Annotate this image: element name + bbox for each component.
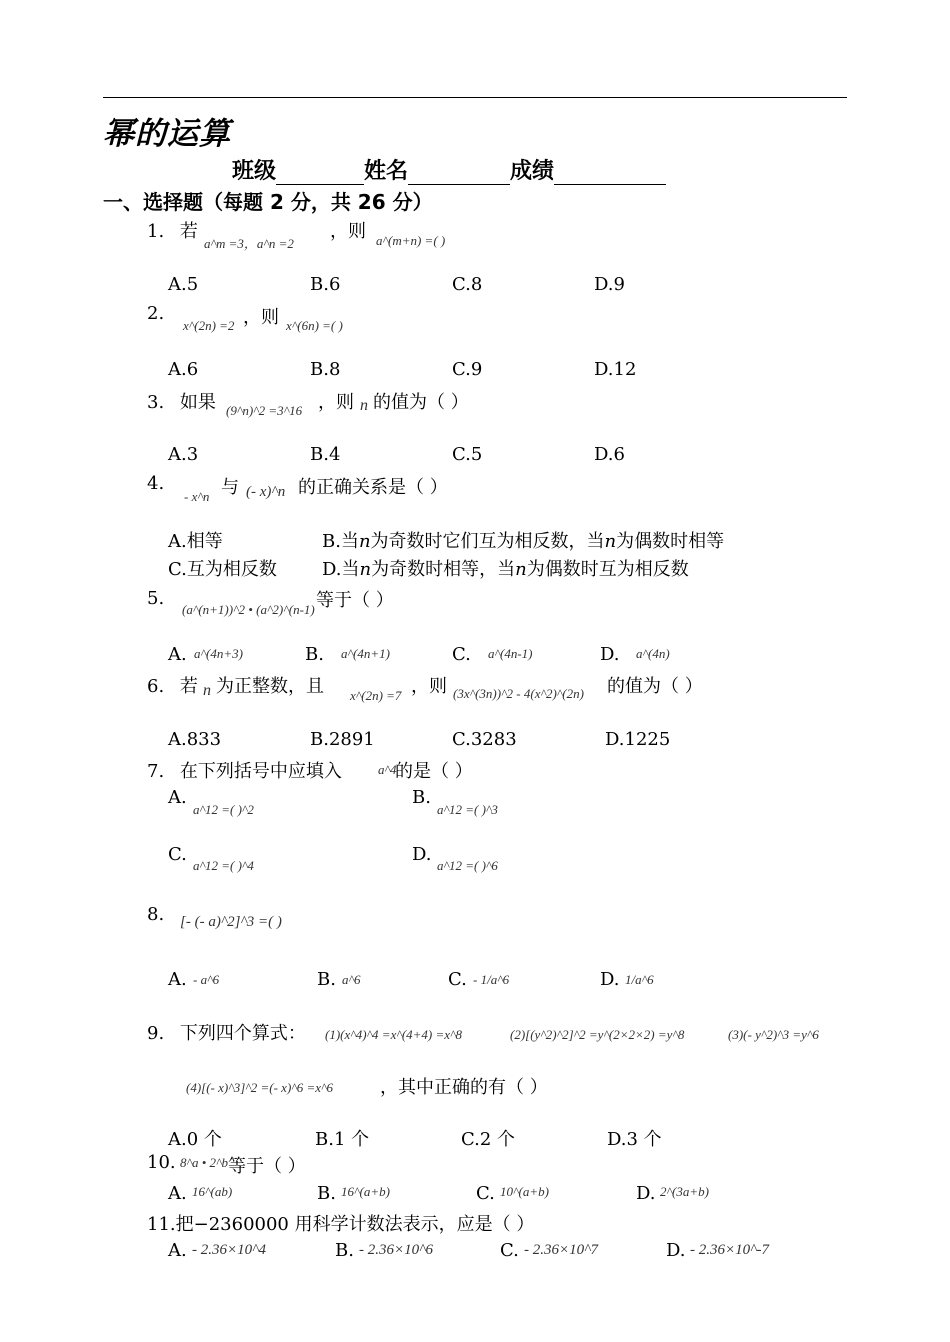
question-text: ，则	[411, 676, 447, 697]
question-text: ，则	[318, 392, 354, 413]
question-text: ，则	[330, 221, 366, 242]
question-text: 把−2360000 用科学计数法表示，应是（ ）	[175, 1214, 535, 1235]
question-7	[147, 757, 342, 783]
question-number: 4.	[147, 473, 165, 494]
class-field	[232, 154, 666, 185]
question-text: 与	[221, 477, 239, 498]
option-c[interactable]: C.	[500, 1240, 519, 1261]
question-1	[147, 217, 198, 243]
option-d[interactable]: D.	[600, 969, 620, 990]
question-text: ，其中正确的有（ ）	[380, 1077, 548, 1098]
option-c[interactable]: C.互为相反数	[168, 559, 277, 580]
option-d[interactable]: D.	[666, 1240, 686, 1261]
option-b[interactable]: B.	[317, 1183, 336, 1204]
math-var: n	[360, 397, 368, 414]
option-c[interactable]: C.3283	[452, 729, 517, 750]
option-a[interactable]: A.	[168, 1240, 187, 1261]
question-number: 2.	[147, 303, 165, 324]
name-blank[interactable]	[408, 162, 510, 185]
option-d[interactable]: D.12	[594, 359, 637, 380]
option-c[interactable]: C.	[452, 644, 471, 665]
question-text: 为正整数，且	[216, 676, 324, 697]
question-text: ，则	[243, 307, 279, 328]
math-expr: 8^a • 2^b	[180, 1155, 229, 1170]
math-expr: a^(4n)	[636, 646, 670, 661]
question-number: 10.	[147, 1152, 176, 1173]
class-label: 班级	[232, 159, 277, 184]
math-var: n	[203, 682, 211, 699]
math-expr: (3)(- y^2)^3 =y^6	[728, 1027, 819, 1042]
question-number: 5.	[147, 588, 165, 609]
math-expr: - 2.36×10^6	[359, 1242, 433, 1258]
question-text: 的值为（ ）	[607, 676, 703, 697]
question-text: 在下列括号中应填入	[179, 761, 342, 782]
math-expr: (a^(n+1))^2 • (a^2)^(n-1)	[182, 602, 315, 617]
option-d[interactable]: D.当n为奇数时相等，当n为偶数时互为相反数	[322, 559, 689, 580]
math-expr: (- x)^n	[246, 484, 286, 500]
option-c[interactable]: C.9	[452, 359, 483, 380]
math-expr: x^(2n) =2	[183, 318, 235, 333]
math-expr: - a^6	[193, 972, 220, 987]
math-expr: 2^(3a+b)	[660, 1184, 709, 1199]
math-expr: 16^(ab)	[192, 1184, 233, 1199]
question-number: 7.	[147, 761, 165, 782]
math-expr: (2)[(y^2)^2]^2 =y^(2×2×2) =y^8	[510, 1027, 685, 1042]
question-text: 若	[179, 676, 198, 697]
option-d[interactable]: D.1225	[605, 729, 671, 750]
question-number: 9.	[147, 1023, 165, 1044]
question-number: 1.	[147, 221, 165, 242]
class-blank[interactable]	[276, 162, 364, 185]
option-a[interactable]: A.相等	[168, 531, 223, 552]
math-expr: 16^(a+b)	[341, 1184, 390, 1199]
math-expr: a^12 =( )^6	[437, 858, 498, 873]
option-d[interactable]: D.	[636, 1183, 656, 1204]
option-b[interactable]: B.6	[310, 274, 341, 295]
math-expr: a^12 =( )^3	[437, 802, 498, 817]
question-text: 若	[179, 221, 198, 242]
question-6	[147, 672, 198, 698]
math-expr: - 1/a^6	[473, 972, 510, 987]
option-b[interactable]: B.1 个	[315, 1129, 370, 1150]
math-expr: a^(m+n) =( )	[376, 233, 446, 248]
math-expr: (9^n)^2 =3^16	[226, 403, 303, 418]
name-label: 姓名	[364, 159, 409, 184]
math-expr: x^(2n) =7	[350, 688, 402, 703]
question-number: 3.	[147, 392, 165, 413]
option-a[interactable]: A.833	[168, 729, 222, 750]
header-rule	[103, 97, 847, 98]
math-expr: a^12 =( )^4	[193, 858, 254, 873]
math-expr: a^(4n+1)	[341, 646, 390, 661]
option-c[interactable]: C.2 个	[461, 1129, 516, 1150]
math-expr: a^(4n+3)	[194, 646, 243, 661]
question-9	[147, 1019, 306, 1045]
score-blank[interactable]	[554, 162, 666, 185]
question-text: 等于（ ）	[316, 590, 394, 611]
option-d[interactable]: D.3 个	[607, 1129, 662, 1150]
question-text: 的值为（ ）	[373, 392, 469, 413]
math-expr: a^12 =( )^2	[193, 802, 254, 817]
math-expr: a^6	[342, 972, 361, 987]
option-b[interactable]: B.	[335, 1240, 354, 1261]
math-expr: 10^(a+b)	[500, 1184, 549, 1199]
question-11	[147, 1210, 534, 1236]
math-expr: a^m =3，a^n =2	[204, 236, 294, 251]
option-a[interactable]: A.	[168, 644, 187, 665]
option-b[interactable]: B.4	[310, 444, 341, 465]
math-expr: - x^n	[184, 489, 210, 504]
option-a[interactable]: A.5	[168, 274, 199, 295]
option-d[interactable]: D.9	[594, 274, 625, 295]
math-expr: - 2.36×10^-7	[690, 1242, 769, 1258]
math-expr: (4)[(- x)^3]^2 =(- x)^6 =x^6	[186, 1080, 334, 1095]
option-c[interactable]: C.	[448, 969, 467, 990]
question-text: 的正确关系是（ ）	[298, 477, 448, 498]
page-title: 幂的运算	[103, 116, 231, 152]
option-b[interactable]: B.	[305, 644, 324, 665]
option-b[interactable]: B.2891	[310, 729, 375, 750]
option-c[interactable]: C.	[476, 1183, 495, 1204]
question-3	[147, 388, 216, 414]
math-expr: 1/a^6	[625, 972, 654, 987]
question-text: 如果	[179, 392, 216, 413]
math-expr: (3x^(3n))^2 - 4(x^2)^(2n)	[453, 686, 584, 701]
question-text: 的是（ ）	[395, 761, 473, 782]
option-d[interactable]: D.	[412, 844, 432, 865]
section-heading: 一、选择题（每题 2 分，共 26 分）	[103, 190, 433, 214]
option-a[interactable]: A.3	[168, 444, 199, 465]
math-expr: [- (- a)^2]^3 =( )	[180, 914, 282, 930]
option-b[interactable]: B.8	[310, 359, 341, 380]
option-d[interactable]: D.6	[594, 444, 625, 465]
option-a[interactable]: A.	[168, 787, 187, 808]
option-a[interactable]: A.6	[168, 359, 199, 380]
math-expr: a^4	[378, 762, 397, 777]
question-text: 下列四个算式：	[179, 1023, 306, 1044]
option-c[interactable]: C.8	[452, 274, 483, 295]
option-a[interactable]: A.	[168, 969, 187, 990]
math-expr: a^(4n-1)	[488, 646, 533, 661]
question-number: 11.	[147, 1214, 176, 1235]
option-c[interactable]: C.	[168, 844, 187, 865]
math-expr: x^(6n) =( )	[286, 318, 343, 333]
option-b[interactable]: B.	[317, 969, 336, 990]
option-b[interactable]: B.	[412, 787, 431, 808]
math-expr: (1)(x^4)^4 =x^(4+4) =x^8	[325, 1027, 463, 1042]
question-number: 8.	[147, 904, 165, 925]
math-expr: - 2.36×10^7	[524, 1242, 598, 1258]
math-expr: - 2.36×10^4	[192, 1242, 266, 1258]
question-number: 6.	[147, 676, 165, 697]
option-b[interactable]: B.当n为奇数时它们互为相反数，当n为偶数时相等	[322, 531, 725, 552]
option-a[interactable]: A.0 个	[168, 1129, 222, 1150]
question-text: 等于（ ）	[228, 1156, 306, 1177]
option-d[interactable]: D.	[600, 644, 620, 665]
option-a[interactable]: A.	[168, 1183, 187, 1204]
score-label: 成绩	[510, 159, 555, 184]
option-c[interactable]: C.5	[452, 444, 483, 465]
